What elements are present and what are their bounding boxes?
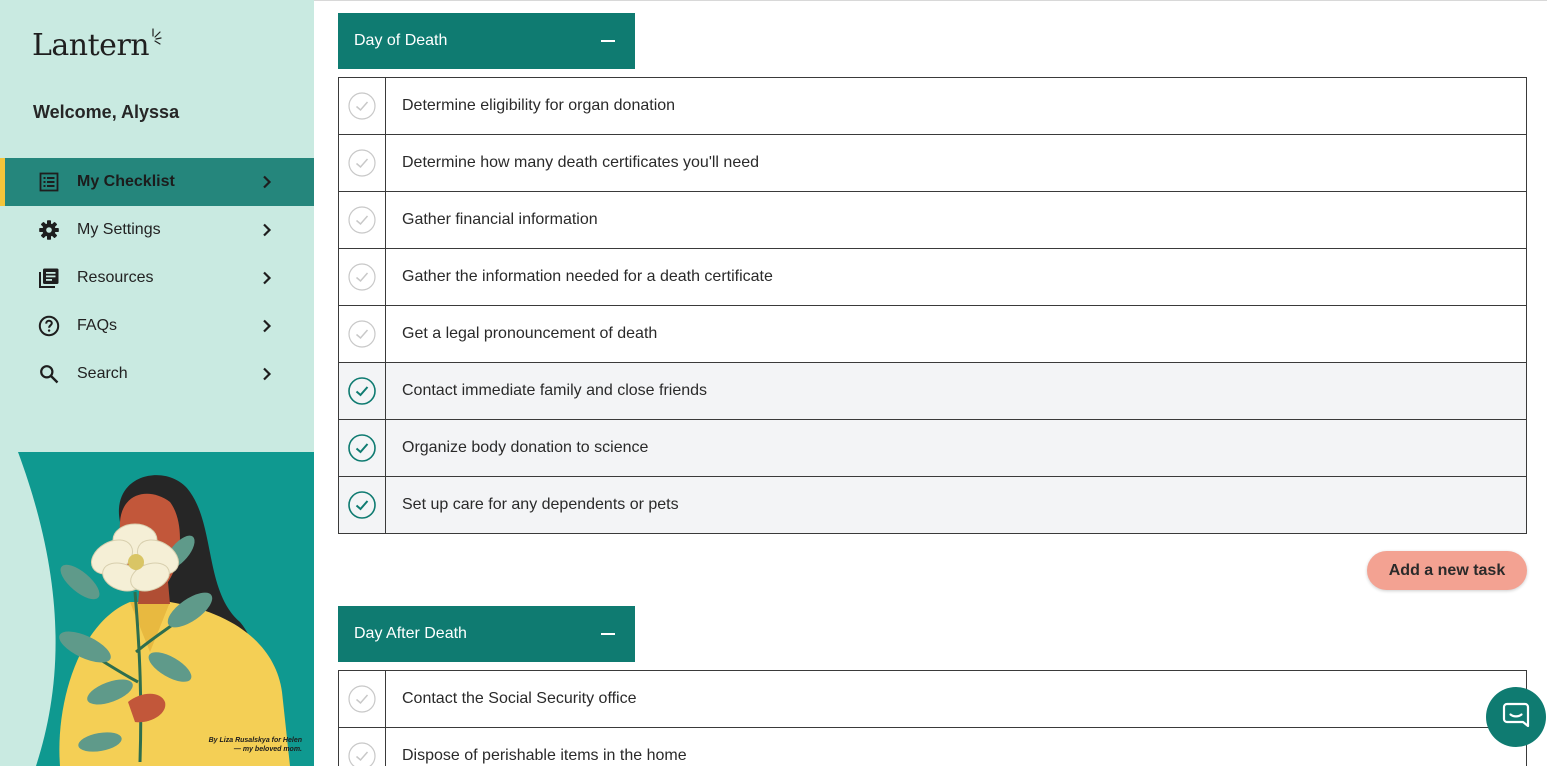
checked-circle-icon [348, 434, 376, 462]
chevron-right-icon [262, 368, 274, 380]
logo-rays-icon [150, 26, 162, 48]
collapse-minus-icon [601, 633, 615, 635]
task-row-completed [339, 420, 1526, 477]
credit-line-2: — my beloved mom. [233, 746, 302, 753]
task-label: Dispose of perishable items in the home [402, 747, 687, 764]
section-title: Day After Death [354, 625, 467, 642]
checklist-main [314, 0, 1547, 766]
task-label: Set up care for any dependents or pets [402, 496, 679, 513]
chat-icon [1501, 700, 1531, 735]
illustration-credit [186, 736, 302, 754]
task-checkbox[interactable] [339, 363, 386, 419]
task-row [339, 135, 1526, 192]
section-title: Day of Death [354, 32, 448, 49]
question-icon [38, 315, 60, 337]
task-row [339, 249, 1526, 306]
task-row [339, 78, 1526, 135]
chevron-right-icon [262, 176, 274, 188]
task-list-day-of-death [338, 77, 1527, 534]
task-label: Gather the information needed for a death certificate [402, 268, 773, 285]
task-row-completed [339, 363, 1526, 420]
section-header-day-after-death[interactable] [338, 606, 635, 662]
logo-text: Lantern [32, 28, 150, 63]
task-label: Determine eligibility for organ donation [402, 97, 676, 114]
unchecked-circle-icon [348, 149, 376, 177]
task-checkbox[interactable] [339, 78, 386, 134]
sidebar-item-label: My Settings [77, 221, 161, 238]
task-list-day-after-death [338, 670, 1527, 766]
task-checkbox[interactable] [339, 420, 386, 476]
unchecked-circle-icon [348, 320, 376, 348]
add-new-task-button[interactable]: Add a new task [1367, 551, 1527, 590]
collapse-minus-icon [601, 40, 615, 42]
task-row [339, 306, 1526, 363]
library-icon [38, 267, 60, 289]
sidebar-item-my-checklist[interactable] [0, 158, 314, 206]
task-row-completed [339, 477, 1526, 534]
unchecked-circle-icon [348, 742, 376, 766]
sidebar-item-label: Search [77, 365, 128, 382]
search-icon [38, 363, 60, 385]
unchecked-circle-icon [348, 92, 376, 120]
task-row [339, 728, 1526, 766]
sidebar-nav [0, 158, 314, 398]
task-checkbox[interactable] [339, 192, 386, 248]
unchecked-circle-icon [348, 206, 376, 234]
task-label: Contact the Social Security office [402, 690, 637, 707]
chevron-right-icon [262, 320, 274, 332]
task-checkbox[interactable] [339, 671, 386, 727]
sidebar-item-label: Resources [77, 269, 154, 286]
checked-circle-icon [348, 491, 376, 519]
task-checkbox[interactable] [339, 728, 386, 766]
checklist-icon [38, 171, 60, 193]
sidebar-item-label: My Checklist [77, 173, 175, 190]
task-label: Get a legal pronouncement of death [402, 325, 658, 342]
logo[interactable] [32, 28, 162, 63]
sidebar-item-search[interactable] [0, 350, 314, 398]
task-row [339, 671, 1526, 728]
sidebar-item-label: FAQs [77, 317, 118, 334]
chevron-right-icon [262, 272, 274, 284]
woman-with-magnolia-illustration [0, 452, 314, 766]
task-row [339, 192, 1526, 249]
sidebar-item-faqs[interactable] [0, 302, 314, 350]
task-checkbox[interactable] [339, 306, 386, 362]
chevron-right-icon [262, 224, 274, 236]
sidebar-item-resources[interactable] [0, 254, 314, 302]
checked-circle-icon [348, 377, 376, 405]
chat-launcher-button[interactable] [1486, 687, 1546, 747]
task-label: Gather financial information [402, 211, 598, 228]
task-checkbox[interactable] [339, 249, 386, 305]
task-label: Determine how many death certificates you'll need [402, 154, 760, 171]
task-checkbox[interactable] [339, 135, 386, 191]
sidebar-item-my-settings[interactable] [0, 206, 314, 254]
task-checkbox[interactable] [339, 477, 386, 533]
sidebar [0, 0, 314, 766]
task-label: Contact immediate family and close friends [402, 382, 708, 399]
unchecked-circle-icon [348, 263, 376, 291]
section-header-day-of-death[interactable] [338, 13, 635, 69]
task-label: Organize body donation to science [402, 439, 649, 456]
unchecked-circle-icon [348, 685, 376, 713]
gear-icon [38, 219, 60, 241]
credit-line-1: By Liza Rusalskya for Helen [208, 737, 302, 744]
welcome-message: Welcome, Alyssa [33, 102, 180, 122]
